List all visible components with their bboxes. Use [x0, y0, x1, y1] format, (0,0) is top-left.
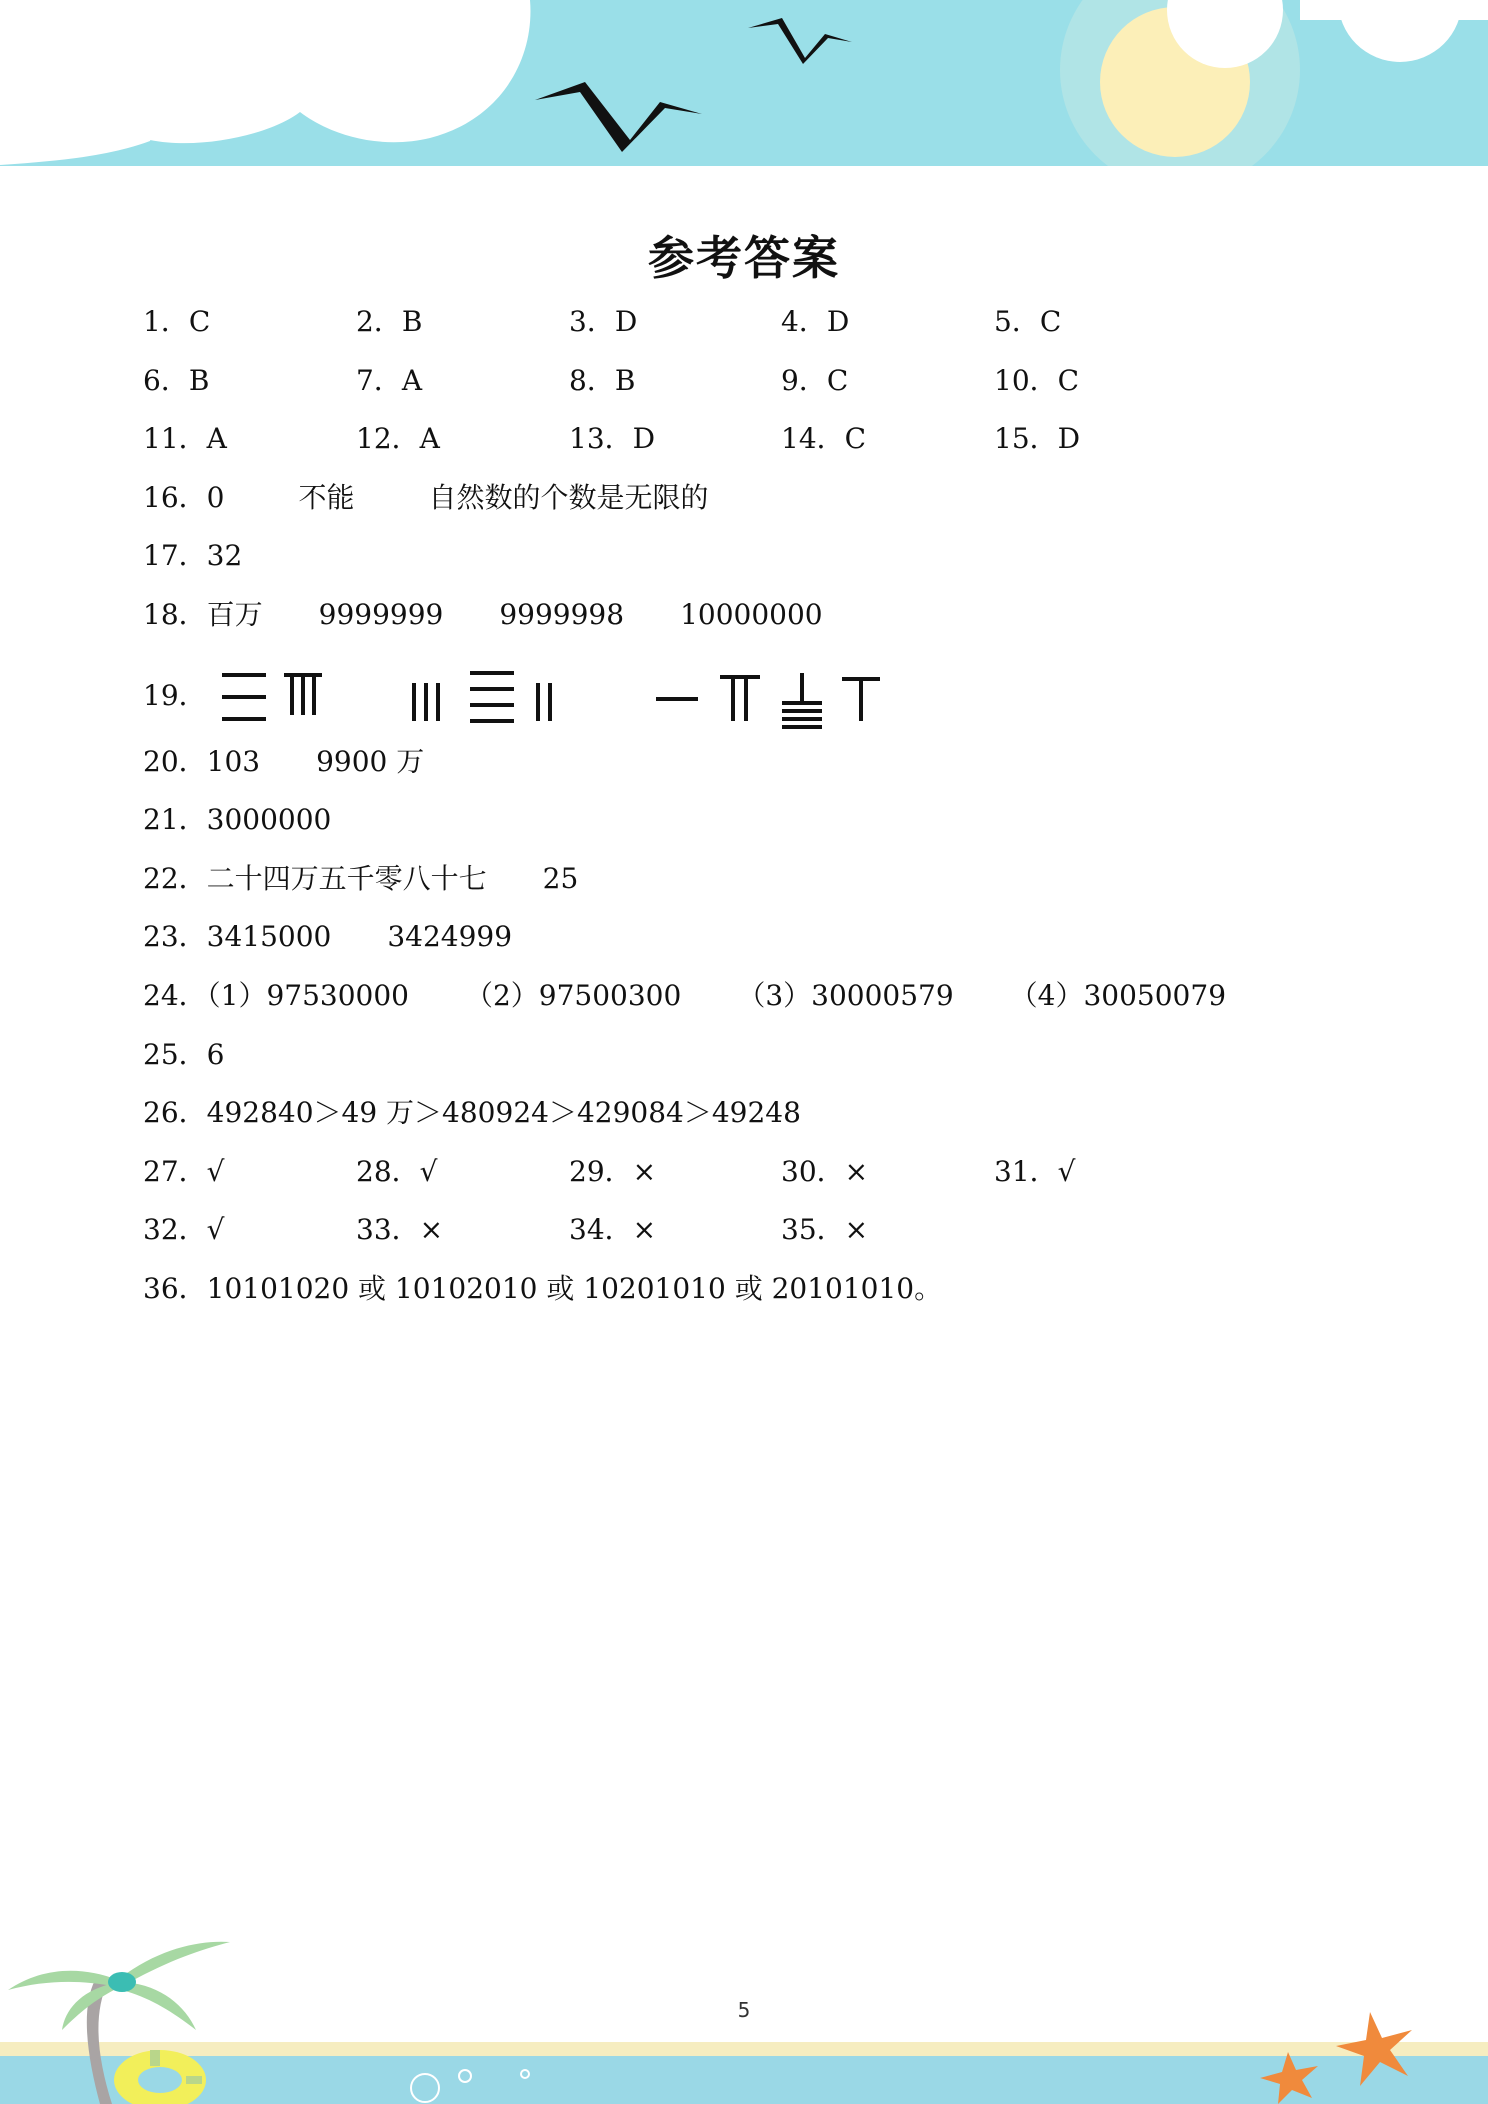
answer-14: 14．C: [781, 422, 867, 456]
answer-19: 19．: [143, 652, 1363, 740]
answer-36: 36．10101020 或 10102010 或 10201010 或 20101010。: [143, 1271, 943, 1305]
answer-1: 1．C: [143, 305, 211, 338]
answer-26: 26．492840＞49 万＞480924＞429084＞49248: [143, 1096, 801, 1130]
answer-28: 28．√: [356, 1154, 438, 1188]
footer-banner: [0, 1930, 1488, 2104]
answer-27: 27．√: [143, 1154, 225, 1188]
counting-rods-figure: [216, 657, 936, 737]
answer-11: 11．A: [143, 422, 227, 456]
sea-strip: [0, 2056, 1488, 2104]
answer-8: 8．B: [569, 363, 636, 397]
answer-23: 23．3415000 3424999: [143, 920, 513, 954]
page-title: 参考答案: [648, 231, 840, 285]
header-banner: [0, 0, 1488, 166]
answer-row-2: [143, 359, 1363, 418]
answer-list: [143, 300, 1363, 1326]
answer-13: 13．D: [569, 422, 656, 456]
answer-10: 10．C: [994, 363, 1080, 397]
answer-20: 20．103 9900 万: [143, 744, 425, 778]
answer-6: 6．B: [143, 363, 210, 397]
answer-3: 3．D: [569, 305, 638, 338]
answer-18: 18．百万 9999999 9999998 10000000: [143, 597, 823, 631]
answer-row-32: [143, 1208, 1363, 1267]
answer-33: 33．×: [356, 1213, 444, 1247]
answer-21: 21．3000000: [143, 803, 332, 837]
answer-29: 29．×: [569, 1154, 657, 1188]
page-number: 5: [737, 1998, 751, 2022]
answer-4: 4．D: [781, 305, 850, 338]
answer-22: 22．二十四万五千零八十七 25: [143, 861, 579, 895]
answer-24: 24．（1）97530000 （2）97500300 （3）30000579 （4）30050079: [143, 978, 1227, 1012]
answer-12: 12．A: [356, 422, 440, 456]
answer-35: 35．×: [781, 1213, 869, 1247]
sand-strip: [0, 2042, 1488, 2056]
answer-31: 31．√: [994, 1154, 1076, 1188]
answer-5: 5．C: [994, 305, 1062, 338]
answer-30: 30．×: [781, 1154, 869, 1188]
answer-7: 7．A: [356, 363, 423, 397]
answer-17: 17．32: [143, 539, 243, 573]
answer-2: 2．B: [356, 305, 423, 338]
answer-9: 9．C: [781, 363, 849, 397]
answer-row-27: [143, 1150, 1363, 1209]
answer-25: 25．6: [143, 1037, 225, 1071]
answer-row-3: [143, 417, 1363, 476]
answer-34: 34．×: [569, 1213, 657, 1247]
answer-16: 16．0 不能 自然数的个数是无限的: [143, 480, 709, 514]
answer-32: 32．√: [143, 1213, 225, 1247]
answer-15: 15．D: [994, 422, 1081, 456]
answer-row-1: [143, 300, 1363, 359]
